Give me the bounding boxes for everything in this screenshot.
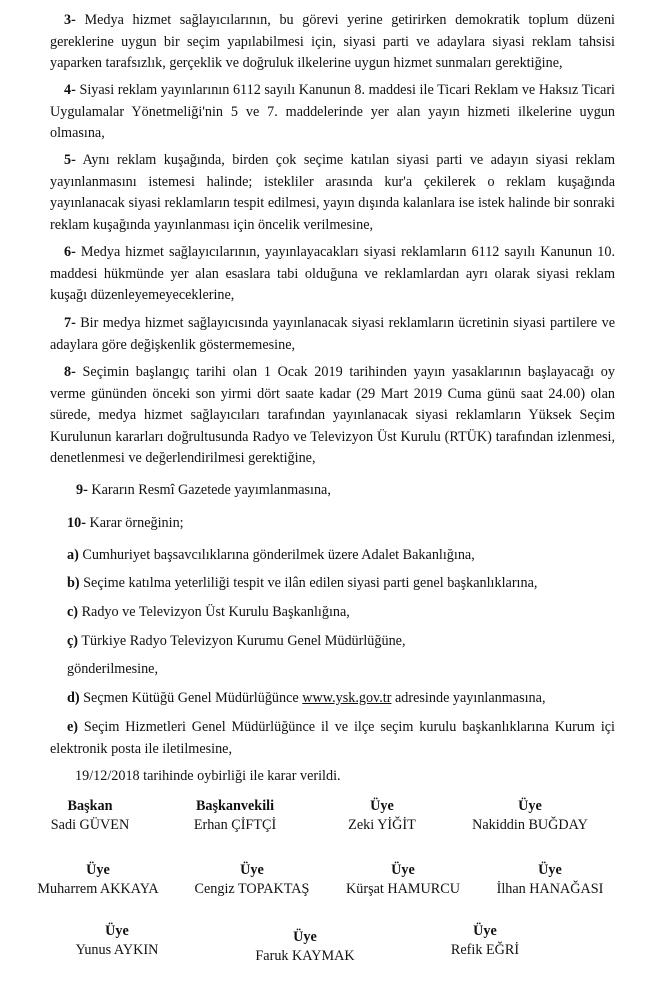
signature-name: Erhan ÇİFTÇİ [193,817,277,833]
article-9 [76,480,626,500]
article-4 [50,80,615,145]
signature-role: Üye [473,923,497,939]
item-letter: c) [67,604,79,620]
signature-vice-president [180,797,290,835]
signature-name: Yunus AYKIN [75,942,159,958]
item-b [67,573,617,593]
item-text: Cumhuriyet başsavcılıklarına gönderilmek üzere Adalet Bakanlığına, [78,547,475,563]
signature-name: Refik EĞRİ [450,942,520,958]
article-text: Aynı reklam kuşağında, birden çok seçime katılan siyasi parti ve adayın siyasi reklam yayınlanmasını istemesi halinde; istekliler arasında kur'a çekilerek o reklam kuşağında yayınlanacak siyasi reklamların tespit edilmesi, yayın dışında kalanlara ise istek halinde bir sonraki reklam kuşağında yayınlanması için öncelik verilmesine, [50,152,615,233]
article-text: Siyasi reklam yayınlarının 6112 sayılı Kanunun 8. maddesi ile Ticari Reklam ve Haksız Ticari Uygulamalar Yönetmeliği'nin 5 ve 7. maddelerinde yer alan yayın hizmeti ilkelerine uygun olmasına, [50,82,615,141]
signature-member [485,861,615,899]
item-text: Seçim Hizmetleri Genel Müdürlüğünce il ve ilçe seçim kurulu başkanlıklarına Kurum içi elektronik posta ile iletilmesine, [50,719,615,757]
article-text: Bir medya hizmet sağlayıcısında yayınlanacak siyasi reklamların ücretinin siyasi partilere ve adaylara göre değişkenlik göstermemesine, [50,315,615,353]
signature-name: Muharrem AKKAYA [37,881,159,897]
decision-text: 19/12/2018 tarihinde oybirliği ile karar verildi. [75,768,341,784]
article-text: Seçimin başlangıç tarihi olan 1 Ocak 2019 tarihinden yayın yasaklarının başlayacağı oy verme gününden önceki son yirmi dört saate kadar (29 Mart 2019 Cuma günü saat 24.00) olan sürede, medya hizmet sağlayıcıları tarafından yayınlanacak siyasi reklamların Yüksek Seçim Kurulunun kararları doğrultusunda Radyo ve Televizyon Üst Kurulu (RTÜK) tarafından izlenmesi, denetlenmesi ve değerlendirilmesi gerektiğine, [50,364,615,466]
article-number: 3- [64,12,76,28]
article-5 [50,150,615,236]
signature-role: Üye [240,862,264,878]
article-number: 9- [76,482,88,498]
signature-role: Başkanvekili [195,798,275,814]
signature-role: Üye [293,929,317,945]
article-number: 7- [64,315,76,331]
item-text: gönderilmesine, [67,661,159,677]
signature-name: Sadi GÜVEN [50,817,130,833]
article-7 [50,313,615,356]
item-letter: e) [67,719,79,735]
item-letter: b) [67,575,80,591]
signature-member [33,861,163,899]
article-number: 4- [64,82,76,98]
signature-role: Başkan [67,798,113,814]
item-letter: ç) [67,633,79,649]
article-text: Karar örneğinin; [85,515,184,531]
signature-name: İlhan HANAĞASI [496,881,604,897]
signature-member [332,797,432,835]
article-10 [67,513,617,533]
signature-role: Üye [370,798,394,814]
article-number: 8- [64,364,76,380]
signature-president [50,797,130,835]
item-text: Seçime katılma yeterliliği tespit ve ilân edilen siyasi parti genel başkanlıklarına, [79,575,538,591]
item-c [67,602,617,622]
item-letter: d) [67,690,80,706]
item-text: Seçmen Kütüğü Genel Müdürlüğünce [79,690,303,706]
signature-member [430,922,540,960]
article-8 [50,362,615,470]
item-letter: a) [67,547,79,563]
item-a [67,545,617,565]
signature-role: Üye [538,862,562,878]
article-6 [50,242,615,307]
item-text: Radyo ve Televizyon Üst Kurulu Başkanlığına, [78,604,350,620]
decision-statement [75,766,625,786]
signature-role: Üye [391,862,415,878]
article-number: 6- [64,244,76,260]
signature-name: Nakiddin BUĞDAY [472,817,588,833]
signature-role: Üye [518,798,542,814]
signature-name: Faruk KAYMAK [255,948,355,964]
item-cc [67,631,617,651]
item-e [50,717,615,760]
article-text: Kararın Resmî Gazetede yayımlanmasına, [87,482,331,498]
article-text: Medya hizmet sağlayıcılarının, yayınlayacakları siyasi reklamların 6112 sayılı Kanunun 10. maddesi hükmünde yer alan esaslara tabi olduğuna ve reklamlardan ayrı olarak siyasi reklam kuşağı düzenleyemeyeceklerine, [50,244,615,303]
signature-name: Zeki YİĞİT [348,817,416,833]
item-text: Türkiye Radyo Televizyon Kurumu Genel Müdürlüğüne, [78,633,406,649]
article-number: 10- [67,515,86,531]
signature-member [245,928,365,966]
item-text: adresinde yayınlanmasına, [391,690,546,706]
ysk-website-link[interactable]: www.ysk.gov.tr [302,690,392,706]
signature-member [338,861,468,899]
article-3 [50,10,615,75]
gonderilmesine-line [67,659,617,679]
signature-member [187,861,317,899]
signature-name: Kürşat HAMURCU [346,881,460,897]
signature-role: Üye [105,923,129,939]
signature-member [62,922,172,960]
signature-name: Cengiz TOPAKTAŞ [194,881,310,897]
signature-member [460,797,600,835]
signature-role: Üye [86,862,110,878]
item-d [67,688,617,708]
article-text: Medya hizmet sağlayıcılarının, bu görevi yerine getirirken demokratik toplum düzeni gereklerine uygun bir seçim yapılabilmesi için, siyasi parti ve adaylara siyasi reklam tahsisi yaparken tarafsızlık, gerçeklik ve doğruluk ilkelerine uygun hizmet sunmaları gerektiğine, [50,12,615,71]
article-number: 5- [64,152,76,168]
